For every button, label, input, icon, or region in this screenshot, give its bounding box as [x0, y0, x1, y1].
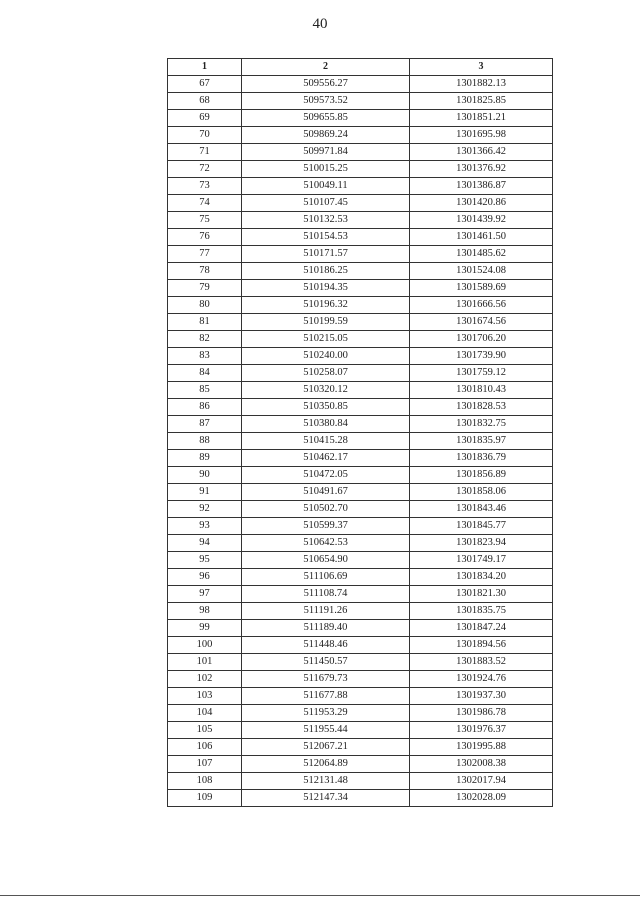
point-number-cell: 86 [168, 399, 242, 416]
x-coordinate-cell: 510320.12 [242, 382, 410, 399]
y-coordinate-cell: 1301832.75 [410, 416, 553, 433]
y-coordinate-cell: 1301924.76 [410, 671, 553, 688]
y-coordinate-cell: 1301810.43 [410, 382, 553, 399]
x-coordinate-cell: 509556.27 [242, 76, 410, 93]
x-coordinate-cell: 510107.45 [242, 195, 410, 212]
x-coordinate-cell: 512147.34 [242, 790, 410, 807]
footer-rule [0, 895, 640, 896]
point-number-cell: 101 [168, 654, 242, 671]
point-number-cell: 70 [168, 127, 242, 144]
point-number-cell: 73 [168, 178, 242, 195]
x-coordinate-cell: 510049.11 [242, 178, 410, 195]
point-number-cell: 67 [168, 76, 242, 93]
y-coordinate-cell: 1301835.75 [410, 603, 553, 620]
x-coordinate-cell: 510186.25 [242, 263, 410, 280]
point-number-cell: 93 [168, 518, 242, 535]
x-coordinate-cell: 510015.25 [242, 161, 410, 178]
point-number-cell: 99 [168, 620, 242, 637]
table-row [168, 399, 553, 416]
y-coordinate-cell: 1301674.56 [410, 314, 553, 331]
x-coordinate-cell: 509971.84 [242, 144, 410, 161]
point-number-cell: 96 [168, 569, 242, 586]
table-row [168, 144, 553, 161]
table-row [168, 127, 553, 144]
x-coordinate-cell: 511189.40 [242, 620, 410, 637]
y-coordinate-cell: 1301828.53 [410, 399, 553, 416]
point-number-cell: 109 [168, 790, 242, 807]
y-coordinate-cell: 1301995.88 [410, 739, 553, 756]
table-row [168, 603, 553, 620]
x-coordinate-cell: 510199.59 [242, 314, 410, 331]
table-row [168, 433, 553, 450]
point-number-cell: 97 [168, 586, 242, 603]
table-row [168, 195, 553, 212]
column-header-1: 1 [168, 59, 242, 76]
point-number-cell: 89 [168, 450, 242, 467]
table-row [168, 790, 553, 807]
y-coordinate-cell: 1301366.42 [410, 144, 553, 161]
y-coordinate-cell: 1301695.98 [410, 127, 553, 144]
page-number: 40 [312, 16, 328, 32]
point-number-cell: 74 [168, 195, 242, 212]
point-number-cell: 92 [168, 501, 242, 518]
y-coordinate-cell: 1301706.20 [410, 331, 553, 348]
x-coordinate-cell: 510196.32 [242, 297, 410, 314]
table-row [168, 263, 553, 280]
y-coordinate-cell: 1301485.62 [410, 246, 553, 263]
x-coordinate-cell: 512067.21 [242, 739, 410, 756]
x-coordinate-cell: 510350.85 [242, 399, 410, 416]
table-row [168, 552, 553, 569]
table-row [168, 739, 553, 756]
y-coordinate-cell: 1301856.89 [410, 467, 553, 484]
point-number-cell: 91 [168, 484, 242, 501]
y-coordinate-cell: 1301834.20 [410, 569, 553, 586]
point-number-cell: 69 [168, 110, 242, 127]
y-coordinate-cell: 1301851.21 [410, 110, 553, 127]
x-coordinate-cell: 510215.05 [242, 331, 410, 348]
table-row [168, 382, 553, 399]
x-coordinate-cell: 510240.00 [242, 348, 410, 365]
y-coordinate-cell: 1301836.79 [410, 450, 553, 467]
x-coordinate-cell: 510154.53 [242, 229, 410, 246]
point-number-cell: 72 [168, 161, 242, 178]
table-row [168, 331, 553, 348]
table-row [168, 535, 553, 552]
coordinates-table [167, 58, 553, 807]
x-coordinate-cell: 510258.07 [242, 365, 410, 382]
point-number-cell: 98 [168, 603, 242, 620]
table-row [168, 297, 553, 314]
x-coordinate-cell: 509869.24 [242, 127, 410, 144]
x-coordinate-cell: 509655.85 [242, 110, 410, 127]
y-coordinate-cell: 1301749.17 [410, 552, 553, 569]
y-coordinate-cell: 1302028.09 [410, 790, 553, 807]
point-number-cell: 84 [168, 365, 242, 382]
point-number-cell: 82 [168, 331, 242, 348]
point-number-cell: 95 [168, 552, 242, 569]
x-coordinate-cell: 511677.88 [242, 688, 410, 705]
x-coordinate-cell: 511108.74 [242, 586, 410, 603]
y-coordinate-cell: 1301376.92 [410, 161, 553, 178]
table-row [168, 569, 553, 586]
x-coordinate-cell: 510491.67 [242, 484, 410, 501]
point-number-cell: 83 [168, 348, 242, 365]
point-number-cell: 105 [168, 722, 242, 739]
y-coordinate-cell: 1301666.56 [410, 297, 553, 314]
point-number-cell: 102 [168, 671, 242, 688]
table-row [168, 246, 553, 263]
table-body [168, 76, 553, 807]
y-coordinate-cell: 1301386.87 [410, 178, 553, 195]
table-row [168, 705, 553, 722]
table-row [168, 637, 553, 654]
x-coordinate-cell: 510194.35 [242, 280, 410, 297]
table-row [168, 722, 553, 739]
y-coordinate-cell: 1301894.56 [410, 637, 553, 654]
point-number-cell: 103 [168, 688, 242, 705]
point-number-cell: 106 [168, 739, 242, 756]
point-number-cell: 104 [168, 705, 242, 722]
column-header-3: 3 [410, 59, 553, 76]
table-row [168, 280, 553, 297]
column-header-2: 2 [242, 59, 410, 76]
table-row [168, 416, 553, 433]
point-number-cell: 79 [168, 280, 242, 297]
y-coordinate-cell: 1301825.85 [410, 93, 553, 110]
table-row [168, 501, 553, 518]
table-row [168, 671, 553, 688]
point-number-cell: 100 [168, 637, 242, 654]
table-row [168, 365, 553, 382]
table-row [168, 484, 553, 501]
table-row [168, 620, 553, 637]
x-coordinate-cell: 510472.05 [242, 467, 410, 484]
table-row [168, 688, 553, 705]
y-coordinate-cell: 1301823.94 [410, 535, 553, 552]
table-row [168, 93, 553, 110]
y-coordinate-cell: 1301461.50 [410, 229, 553, 246]
table-row [168, 756, 553, 773]
y-coordinate-cell: 1301759.12 [410, 365, 553, 382]
y-coordinate-cell: 1301835.97 [410, 433, 553, 450]
y-coordinate-cell: 1301439.92 [410, 212, 553, 229]
point-number-cell: 85 [168, 382, 242, 399]
y-coordinate-cell: 1301883.52 [410, 654, 553, 671]
x-coordinate-cell: 510132.53 [242, 212, 410, 229]
y-coordinate-cell: 1301843.46 [410, 501, 553, 518]
y-coordinate-cell: 1301847.24 [410, 620, 553, 637]
table-row [168, 348, 553, 365]
table-row [168, 654, 553, 671]
x-coordinate-cell: 511953.29 [242, 705, 410, 722]
x-coordinate-cell: 510171.57 [242, 246, 410, 263]
point-number-cell: 87 [168, 416, 242, 433]
point-number-cell: 76 [168, 229, 242, 246]
table-row [168, 586, 553, 603]
y-coordinate-cell: 1301845.77 [410, 518, 553, 535]
point-number-cell: 71 [168, 144, 242, 161]
x-coordinate-cell: 511955.44 [242, 722, 410, 739]
point-number-cell: 94 [168, 535, 242, 552]
point-number-cell: 68 [168, 93, 242, 110]
y-coordinate-cell: 1301739.90 [410, 348, 553, 365]
table-row [168, 178, 553, 195]
table-row [168, 773, 553, 790]
x-coordinate-cell: 512131.48 [242, 773, 410, 790]
y-coordinate-cell: 1301986.78 [410, 705, 553, 722]
x-coordinate-cell: 511448.46 [242, 637, 410, 654]
point-number-cell: 90 [168, 467, 242, 484]
x-coordinate-cell: 510415.28 [242, 433, 410, 450]
point-number-cell: 88 [168, 433, 242, 450]
x-coordinate-cell: 511679.73 [242, 671, 410, 688]
x-coordinate-cell: 511191.26 [242, 603, 410, 620]
table-row [168, 161, 553, 178]
x-coordinate-cell: 510642.53 [242, 535, 410, 552]
table-row [168, 467, 553, 484]
point-number-cell: 80 [168, 297, 242, 314]
y-coordinate-cell: 1301821.30 [410, 586, 553, 603]
point-number-cell: 78 [168, 263, 242, 280]
x-coordinate-cell: 512064.89 [242, 756, 410, 773]
point-number-cell: 108 [168, 773, 242, 790]
x-coordinate-cell: 510462.17 [242, 450, 410, 467]
table-row [168, 450, 553, 467]
y-coordinate-cell: 1302017.94 [410, 773, 553, 790]
y-coordinate-cell: 1301524.08 [410, 263, 553, 280]
y-coordinate-cell: 1301858.06 [410, 484, 553, 501]
y-coordinate-cell: 1301589.69 [410, 280, 553, 297]
point-number-cell: 81 [168, 314, 242, 331]
x-coordinate-cell: 509573.52 [242, 93, 410, 110]
y-coordinate-cell: 1301882.13 [410, 76, 553, 93]
x-coordinate-cell: 511450.57 [242, 654, 410, 671]
x-coordinate-cell: 510654.90 [242, 552, 410, 569]
y-coordinate-cell: 1301420.86 [410, 195, 553, 212]
table-row [168, 229, 553, 246]
table-header-row [168, 59, 553, 76]
point-number-cell: 107 [168, 756, 242, 773]
x-coordinate-cell: 510380.84 [242, 416, 410, 433]
table-row [168, 212, 553, 229]
y-coordinate-cell: 1301937.30 [410, 688, 553, 705]
point-number-cell: 77 [168, 246, 242, 263]
x-coordinate-cell: 510599.37 [242, 518, 410, 535]
y-coordinate-cell: 1302008.38 [410, 756, 553, 773]
table-row [168, 314, 553, 331]
y-coordinate-cell: 1301976.37 [410, 722, 553, 739]
table-row [168, 518, 553, 535]
table-row [168, 110, 553, 127]
x-coordinate-cell: 510502.70 [242, 501, 410, 518]
x-coordinate-cell: 511106.69 [242, 569, 410, 586]
table-row [168, 76, 553, 93]
point-number-cell: 75 [168, 212, 242, 229]
